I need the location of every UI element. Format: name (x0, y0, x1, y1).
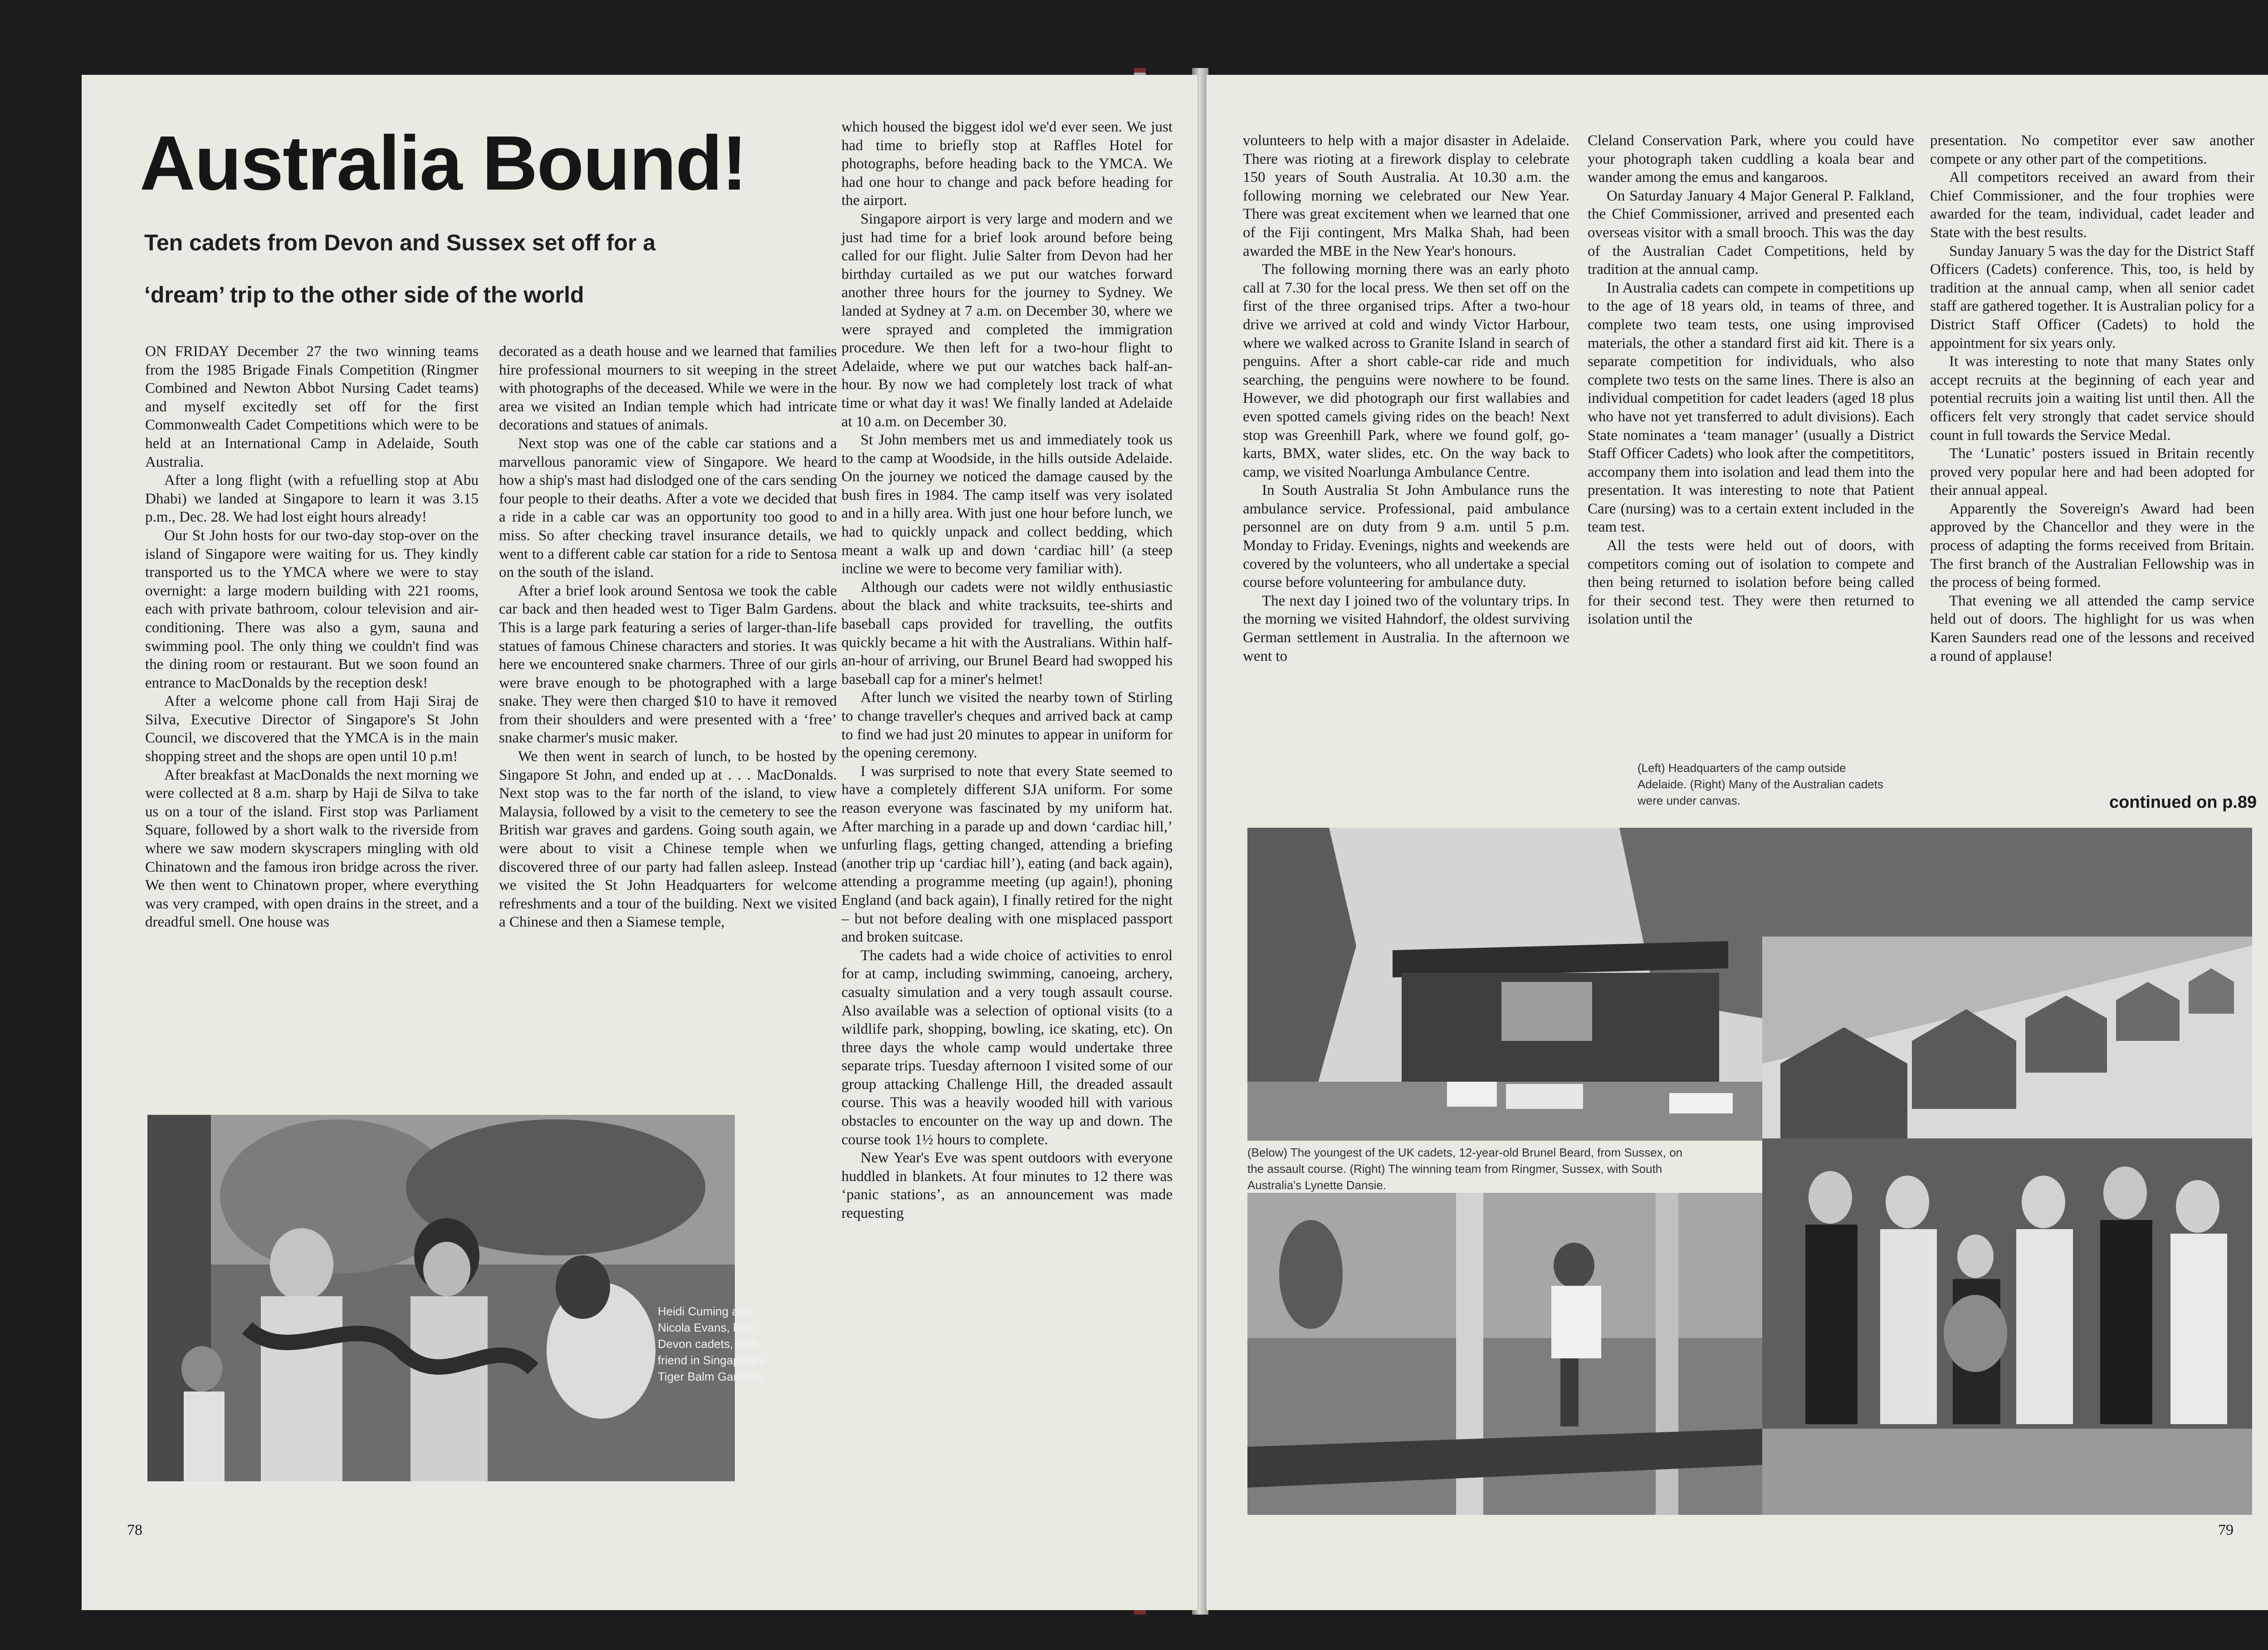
paragraph: St John members met us and immediately took us to the camp at Woodside, in the hills outside Adelaide. On the journey we noticed the damage caused by the bush fires in 1984. The camp itself was very isolated and in a hilly area. With just one hour before lunch, we had to quickly unpack and collect bedding, which meant a walk up and down ‘cardiac hill’ (a steep incline we were to become very familiar with). (841, 432, 1173, 577)
caption-assault-course-team: (Below) The youngest of the UK cadets, 12-year-old Brunel Beard, from Sussex, on the assault course. (Right) The winning team from Ringmer, Sussex, with South Australia's Lynette Dansie. (1247, 1146, 1683, 1192)
paragraph: New Year's Eve was spent outdoors with everyone huddled in blankets. At four minutes to 12 there was ‘panic stations’, as an announcement was made requesting (841, 1150, 1173, 1222)
article-column-1 (145, 342, 479, 932)
article-column-2 (499, 342, 837, 932)
paragraph: On Saturday January 4 Major General P. Falkland, the Chief Commissioner, arrived and presented each overseas visitor with a small brooch. This was the day of the Australian Cadet Competitions, held by tradition at the annual camp. (1588, 187, 1914, 278)
paragraph: Although our cadets were not wildly enthusiastic about the black and white tracksuits, tee-shirts and baseball caps provided for travelling, the outfits quickly became a hit with the Australians. Within half-an-hour of arriving, our Brunel Beard had swopped his baseball cap for a miner's helmet! (841, 579, 1173, 688)
page-79 (1207, 75, 2268, 1610)
paragraph: After breakfast at MacDonalds the next morning we were collected at 8 a.m. sharp by Haji de Silva to take us on a tour of the island. First stop was Parliament Square, followed by a short walk to the riverside from where we saw modern skyscrapers mingling with old Chinatown and the famous iron bridge across the river. We then went to Chinatown proper, where everything was very cramped, with open drains in the street, and a dreadful smell. One house was (145, 766, 479, 931)
photo-snake-charmers (147, 1115, 735, 1481)
article-column-4 (1243, 132, 1569, 665)
paragraph: Sunday January 5 was the day for the District Staff Officers (Cadets) conference. This, too, is held by tradition at the annual camp, when all senior cadet staff are gathered together. It is Australian policy for a District Staff Officer (Cadets) to hold the appointment for six years only. (1930, 243, 2254, 351)
paragraph: All the tests were held out of doors, with competitors coming out of isolation to compete and then being returned to isolation before being called for their second test. They were then returned to isolation until the (1588, 537, 1914, 628)
paragraph: We then went in search of lunch, to be hosted by Singapore St John, and ended up at . . . MacDonalds. Next stop was to the far north of the island, to view Malaysia, followed by a visit to the cemetery to see the British war graves and gardens. Going south again, we were about to visit a Chinese temple when we discovered three of our party had fallen asleep. Instead we visited the St John Headquarters for welcome refreshments and a tour of the building. Next we visited a Chinese and then a Siamese temple, (499, 748, 837, 931)
paragraph: The following morning there was an early photo call at 7.30 for the local press. We then set off on the first of the three organised trips. After a two-hour drive we arrived at cold and windy Victor Harbour, where we walked across to Granite Island in search of penguins. After a short cable-car ride and much searching, the penguins were nowhere to be found. However, we did photograph our first wallabies and even spotted camels giving rides on the beach! Next stop was Greenhill Park, where we found golf, go-karts, BMX, water slides, etc. On the way back to camp, we visited Noarlunga Ambulance Centre. (1243, 261, 1569, 480)
page-78 (82, 75, 1198, 1610)
page-number-right: 79 (2218, 1522, 2234, 1538)
photo-camp-headquarters (1247, 828, 1762, 1141)
paragraph: It was interesting to note that many States only accept recruits at the beginning of each year and potential recruits join a waiting list until then. All the officers felt very strongly that cadet service should count in full towards the Service Medal. (1930, 353, 2254, 444)
photo-camp-tents (1762, 828, 2252, 1141)
paragraph: In Australia cadets can compete in competitions up to the age of 18 years old, in teams of three, and complete two team tests, one using improvised materials, the other a standard first aid kit. There is a separate competition for individuals, who also complete two tests on the same lines. There is also an individual competition for cadet leaders (aged 18 plus who have not yet transferred to adult divisions). Each State nominates a ‘team manager’ (usually a District Staff Officer Cadets) who look after the competititors, accompany them into isolation and lead them into the presentation. It was interesting to note that Patient Care (nursing) was to a certain extent included in the team test. (1588, 279, 1914, 536)
article-column-6 (1930, 132, 2254, 665)
paragraph: That evening we all attended the camp service held out of doors. The highlight for us was when Karen Saunders read one of the lessons and received a round of applause! (1930, 592, 2254, 664)
article-column-5 (1588, 132, 1914, 629)
subheadline-line-2: ‘dream’ trip to the other side of the world (144, 282, 584, 308)
caption-snake-photo: Heidi Cuming and Nicola Evans, both Devon cadets, with friend in Singapore's Tiger Balm Gardens. (658, 1304, 766, 1383)
paragraph: ON FRIDAY December 27 the two winning teams from the 1985 Brigade Finals Competition (Ringmer Combined and Newton Abbot Nursing Cadet teams) and myself excitedly set off for the first Commonwealth Cadet Competitions which were to be held at an International Camp in Adelaide, South Australia. (145, 343, 479, 470)
photo-assault-course (1247, 1193, 1762, 1515)
article-column-3 (841, 118, 1173, 1223)
paragraph: which housed the biggest idol we'd ever seen. We just had time to briefly stop at Raffles Hotel for photographs, before heading back to the YMCA. We had one hour to change and pack before heading for the airport. (841, 119, 1173, 209)
paragraph: All competitors received an award from their Chief Commissioner, and the four trophies were awarded for the team, individual, cadet leader and State with the best results. (1930, 169, 2254, 241)
subheadline-line-1: Ten cadets from Devon and Sussex set off for a (144, 230, 656, 255)
paragraph: The cadets had a wide choice of activities to enrol for at camp, including swimming, canoeing, archery, casualty simulation and a very tough assault course. Also available was a selection of optional visits (to a wildlife park, shopping, bowling, ice skating, etc). On three days the whole camp would undertake three separate trips. Tuesday afternoon I visited some of our group attacking Challenge Hill, the dreaded assault course. This was a heavily wooded hill with various obstacles to encounter on the way up and down. The course took 1½ hours to complete. (841, 947, 1173, 1148)
paragraph: After a brief look around Sentosa we took the cable car back and then headed west to Tiger Balm Gardens. This is a large park featuring a series of larger-than-life statues of famous Chinese characters and stories. It was here we encountered snake charmers. Three of our girls were brave enough to be photographed with a large snake. They were then charged $10 to have it removed from their shoulders and were presented with a ‘free’ snake charmer's music maker. (499, 582, 837, 747)
continued-note: continued on p.89 (2109, 793, 2257, 812)
paragraph: In South Australia St John Ambulance runs the ambulance service. Professional, paid ambulance personnel are on duty from 9 a.m. until 5 p.m. Monday to Friday. Evenings, nights and weekends are covered by the volunteers, who all undertake a special course before volunteering for ambulance duty. (1243, 482, 1569, 591)
paragraph: After lunch we visited the nearby town of Stirling to change traveller's cheques and arrived back at camp to find we had just 20 minutes to appear in uniform for the opening ceremony. (841, 689, 1173, 762)
paragraph: Our St John hosts for our two-day stop-over on the island of Singapore were waiting for us. They kindly transported us to the YMCA where we were to stay overnight: a large modern building with 221 rooms, each with private bathroom, colour television and air-conditioning. There was also a gym, sauna and swimming pool. The only thing we couldn't find was the dining room or restaurant. But we soon found an entrance to MacDonalds by the reception desk! (145, 527, 479, 691)
paragraph: Next stop was one of the cable car stations and a marvellous panoramic view of Singapore. We heard how a ship's mast had dislodged one of the cars sending four people to their deaths. After a vote we decided that a ride in a cable car was an opportunity too good to miss. So after checking travel insurance details, we went to a different cable car station for a ride to Sentosa on the south of the island. (499, 435, 837, 581)
paragraph: The ‘Lunatic’ posters issued in Britain recently proved very popular here and had been adopted for their annual appeal. (1930, 445, 2254, 499)
paragraph: Cleland Conservation Park, where you could have your photograph taken cuddling a koala bear and wander among the emus and kangaroos. (1588, 132, 1914, 186)
photo-winning-team (1762, 1138, 2252, 1515)
page-number-left: 78 (127, 1522, 142, 1538)
paragraph: decorated as a death house and we learned that families hire professional mourners to sit weeping in the street with photographs of the deceased. While we were in the area we visited an Indian temple which had intricate decorations and statues of animals. (499, 343, 837, 434)
paragraph: After a long flight (with a refuelling stop at Abu Dhabi) we landed at Singapore to learn it was 3.15 p.m., Dec. 28. We had lost eight hours already! (145, 472, 479, 526)
paragraph: presentation. No competitor ever saw another compete or any other part of the competitions. (1930, 132, 2254, 167)
paragraph: Apparently the Sovereign's Award had been approved by the Chancellor and they were in the process of adapting the forms received from Britain. The first branch of the Australian Fellowship was in the process of being formed. (1930, 500, 2254, 591)
headline: Australia Bound! (140, 120, 747, 206)
caption-camp-photos: (Left) Headquarters of the camp outside Adelaide. (Right) Many of the Australian cadets were under canvas. (1637, 761, 1883, 807)
paragraph: volunteers to help with a major disaster in Adelaide. There was rioting at a firework display to celebrate 150 years of South Australia. At 10.30 a.m. the following morning we celebrated our New Year. There was great excitement when we learned that one of the Fiji contingent, Mrs Malka Shah, had been awarded the MBE in the New Year's honours. (1243, 132, 1569, 259)
paragraph: I was surprised to note that every State seemed to have a completely different SJA uniform. For some reason everyone was fascinated by my uniform hat. After marching in a parade up and down ‘cardiac hill,’ unfurling flags, getting changed, attending a briefing (another trip up ‘cardiac hill’), eating (and back again), attending a programme meeting (up again!), phoning England (and back again), I finally retired for the night – but not before dealing with one misplaced passport and broken suitcase. (841, 763, 1173, 946)
paragraph: Singapore airport is very large and modern and we just had time for a brief look around before being called for our flight. Julie Salter from Devon had her birthday curtailed as we put our watches forward another three hours for the journey to Sydney. We landed at Sydney at 7 a.m. on December 30, where we were sprayed and completed the immigration procedure. We then left for a two-hour flight to Adelaide, where we put our watches back half-an-hour. By now we had completely lost track of what time or what day it was! We finally landed at Adelaide at 10 a.m. on December 30. (841, 210, 1173, 430)
paragraph: The next day I joined two of the voluntary trips. In the morning we visited Hahndorf, the oldest surviving German settlement in Australia. In the afternoon we went to (1243, 592, 1569, 664)
paragraph: After a welcome phone call from Haji Siraj de Silva, Executive Director of Singapore's St John Council, we discovered that the YMCA is in the main shopping street and the shops are open until 10 p.m! (145, 693, 479, 765)
